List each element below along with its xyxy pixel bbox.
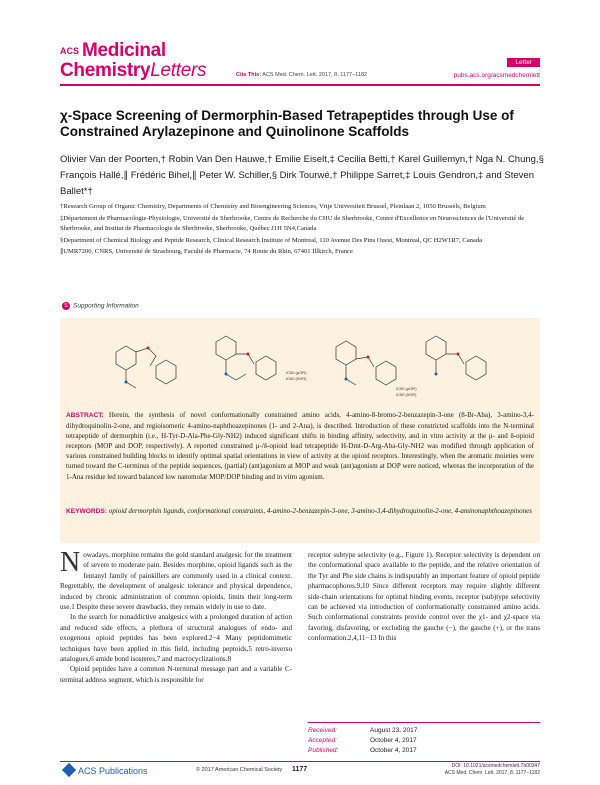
logo-chemistry-letters [60,60,206,82]
structure-3 [336,341,374,385]
structure-3-nitrogen [345,378,348,381]
affiliation: †Research Group of Organic Chemistry, Departments of Chemistry and Bioengineering Sciences, Vrije Universiteit Brussel, Pleinlaan 2, 1050 Brussels, Belgium [60,203,486,210]
date-row [308,726,540,736]
affiliation: ‡Département de Pharmacologie-Physiologie, Université de Sherbrooke, Centre de Recherche du CHU de Sherbrooke, Centre d'Excellence en Neurosciences de l'Université de Sherbrooke, and Institut de Pharmacologie de Sherbrooke, Sherbrooke, Québec J1H 5N4,Canada [60,214,525,232]
keywords-heading: KEYWORDS: [66,508,108,515]
body-column-right [308,550,540,644]
logo-medicinal: Medicinal [82,40,166,61]
paragraph [60,547,292,612]
author-list: Olivier Van der Poorten,† Robin Van Den Hauwe,† Emilie Eiselt,‡ Cecilia Betti,† Karel Guillemyn,† Nga N. Chung,§ François Hallé,∥ Frédéric Bihel,∥ Peter W. Schiller,§ Dirk Tourwé,† Philippe Sarret,‡ Louis Gendron,‡ and Steven Ballet*† [60,154,544,197]
abstract [66,410,534,482]
structure-2b [256,356,276,380]
structure-1-heteroatom [147,347,150,350]
supporting-info-icon: S [62,302,70,310]
citation-line[interactable] [236,72,367,78]
paragraph: Opioid peptides have a common N-terminal message part and a variable C-terminal address segment, which is responsible for [60,665,292,684]
abstract-text: Herein, the synthesis of novel conformationally constrained amino acids, 4-amino-8-bromo-2-benzazepin-3-one (8-Br-Aba), 3-amino-3,4-dihydroquinolin-2-one, and regioisomeric 4-amino-naphthoazepinones (1- and 2-Ana), is described. Introduction of these constricted scaffolds into the N-terminal tetrapeptide of dermorphin (i.e., H-Tyr-D-Ala-Phe-Gly-NH2) induced significant shifts in binding affinity, selectivity, and in vitro activity at the μ- and δ-opioid receptors (MOP and DOP, respectively). A reported constrained μ-/δ-opioid lead tetrapeptide H-Dmt-D-Arg-Aba-Gly-NH2 was modified through application of various constrained building blocks to identify optimal spatial orientations in view of activity at the opioid receptors. Interestingly, when the aromatic moieties were turned toward the C-terminus of the peptide sequences, (partial) (ant)agonism at MOP and weak (ant)agonism at DOP were noticed, whereas the incorporation of the 1-Ana residue led toward balanced low nanomolar MOP/DOP binding and in vitro agonism. [66,411,534,481]
logo-acs: ACS [60,46,80,56]
footer-rule [60,761,540,762]
abstract-heading: ABSTRACT: [66,412,104,419]
affiliation: §Department of Chemical Biology and Peptide Research, Clinical Research Institute of Montreal, 110 Avenue Des Pins Ouest, Montreal, QC H2W1R7, Canada [60,236,483,244]
journal-url[interactable]: pubs.acs.org/acsmedchemlett [453,72,540,79]
copyright: © 2017 American Chemical Society [196,767,283,773]
cite-this-label: Cite This: [236,72,262,78]
page-number: 1177 [292,766,308,773]
article-dates [308,722,540,756]
structure-2-nitrogen [225,373,228,376]
doi[interactable] [445,763,540,777]
structure-2-heteroatom [247,353,250,356]
publisher-name: ACS Publications [78,766,148,776]
structure-4-nitrogen [435,373,438,376]
article-title: χ-Space Screening of Dermorphin-Based Tetrapeptides through Use of Constrained Arylazepinone and Quinolinone Scaffolds [60,108,514,139]
date-value: October 4, 2017 [370,737,417,744]
paragraph: In the search for nonaddictive analgesics with a prolonged duration of action and reduced side effects, a plethora of structural analogues of endo- and exogenous opioid peptides has been explored.2−4 Many peptidomimetic techniques have been applied in this field, including peptoids,5 retro-inverso analogues,6 amide bond isosteres,7 and macrocyclizations.8 [60,613,292,664]
structure-2 [216,336,254,380]
journal-logo [60,40,280,88]
structure-1b [156,360,176,384]
affiliation: ∥UMR7200, CNRS, Université de Strasbourg, Faculté de Pharmacie, 74 Route du Rhin, 67401 Illkirch, France [60,248,353,255]
toc-graphic [96,322,504,402]
supporting-info-label: Supporting Information [73,302,139,310]
graphic-label: IC50 (δOR) [396,392,417,397]
keywords [66,506,534,517]
date-value: October 4, 2017 [370,747,417,754]
graphic-label: IC50 (μOR) [396,386,417,391]
logo-chemistry: Chemistry [60,60,151,81]
structure-3-heteroatom [367,356,370,359]
structure-1-nitrogen [125,381,128,384]
body-column-left [60,547,292,685]
doi-citation: ACS Med. Chem. Lett. 2017, 8, 1177−1182 [444,770,540,776]
logo-letters: Letters [150,60,207,81]
doi-link: DOI: 10.1021/acsmedchemlett.7b00347 [451,763,540,769]
paragraph: receptor subtype selectivity (e.g., Figure 1). Receptor selectivity is dependent on the conformational space available to the peptide, and the relative orientation of the Tyr and Phe side chains is indisputably an important feature of opioid peptide pharmacophores.9,10 Since different receptors may require slightly different side-chain orientations for optimal binding events, receptor (sub)type selectivity can be achieved via introduction of conformationally constrained amino acids. Such conformational constraints provide control over the χ1- and χ2-space via favoring, disfavoring, or excluding the gauche (−), the gauche (+), or the trans conformation.2,4,11−13 In this [308,551,540,643]
date-label: Received: [308,727,337,734]
dropcap: N [60,547,81,578]
date-label: Accepted: [308,737,337,744]
graphic-label: IC50 (μOR) [286,370,307,375]
structure-4-heteroatom [457,353,460,356]
date-row [308,736,540,746]
structure-1 [116,346,156,388]
graphic-label: IC50 (δOR) [286,376,307,381]
acs-publications-logo[interactable] [64,765,148,776]
article-type-badge: Letter [507,58,540,67]
acs-hex-icon [62,763,76,777]
affiliations [60,202,540,259]
date-value: August 23, 2017 [370,727,418,734]
paragraph-text: owadays, morphine remains the gold standard analgesic for the treatment of severe to moderate pain. Besides morphine, opioid ligands such as the fentanyl family of painkillers are commonly used in a clinical context. Regrettably, the development of analgesic tolerance and physical dependence, induced by chronic administration of common opioids, limits their long-term use.1 Despite these severe drawbacks, they remain widely in use to date. [60,551,292,612]
supporting-info-link[interactable] [62,302,139,310]
keywords-text: opioid dermorphin ligands, conformational constraints, 4-amino-2-benzazepin-3-one, 3-amino-3,4-dihydroquinolin-2-one, 4-aminonaphthoazepinones [108,507,532,515]
date-label: Published: [308,747,339,754]
structure-4b [466,356,486,380]
date-row [308,746,540,756]
structure-3b [376,361,396,385]
citation-text: ACS Med. Chem. Lett. 2017, 8, 1177−1182 [262,72,368,78]
header-rule [60,84,540,86]
